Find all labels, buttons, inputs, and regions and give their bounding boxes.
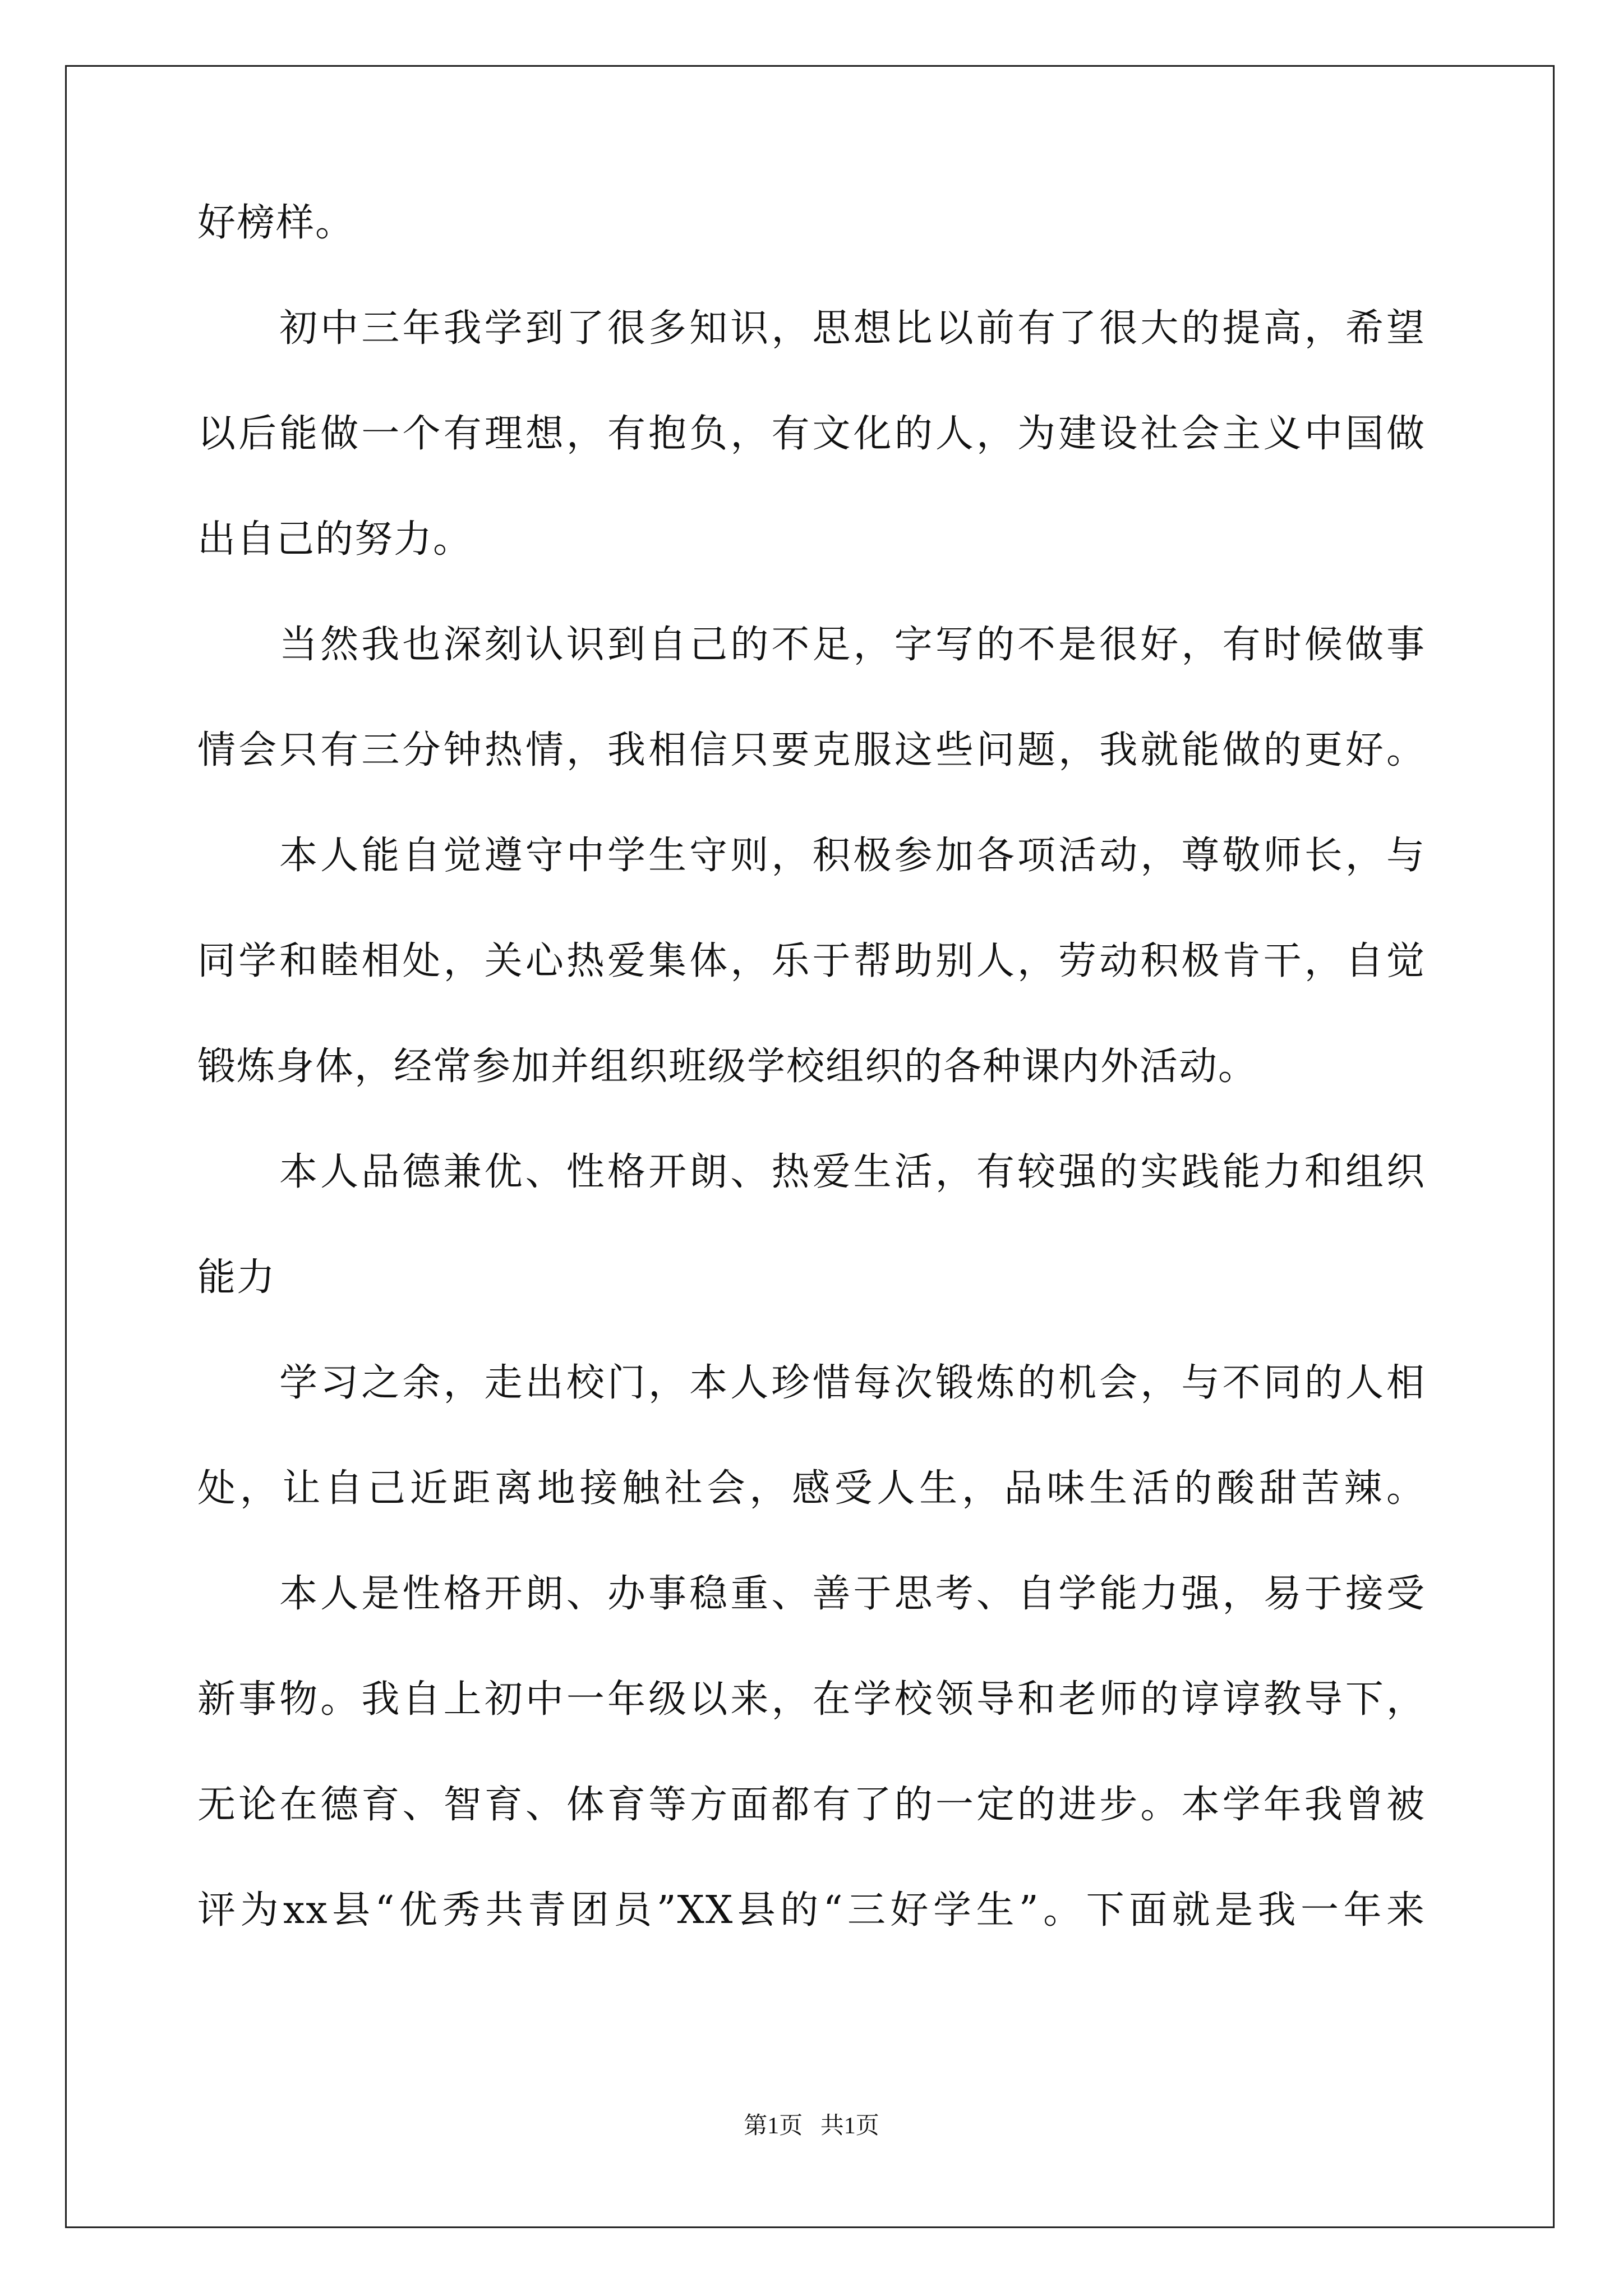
text-line: 新事物。我自上初中一年级以来，在学校领导和老师的谆谆教导下，	[197, 1677, 1426, 1722]
text-line: 同学和睦相处，关心热爱集体，乐于帮助别人，劳动积极肯干，自觉	[197, 939, 1426, 983]
text-line: 无论在德育、智育、体育等方面都有了的一定的进步。本学年我曾被	[197, 1783, 1426, 1827]
text-line: 本人是性格开朗、办事稳重、善于思考、自学能力强，易于接受	[279, 1572, 1426, 1616]
text-line: 学习之余，走出校门，本人珍惜每次锻炼的机会，与不同的人相	[279, 1361, 1426, 1405]
text-line: 评为xx县“优秀共青团员”XX县的“三好学生”。下面就是我一年来	[197, 1888, 1426, 1932]
text-line: 初中三年我学到了很多知识，思想比以前有了很大的提高，希望	[279, 306, 1426, 351]
text-line: 本人能自觉遵守中学生守则，积极参加各项活动，尊敬师长，与	[279, 834, 1426, 878]
text-line: 锻炼身体，经常参加并组织班级学校组织的各种课内外活动。	[197, 1045, 1258, 1089]
text-line: 好榜样。	[197, 201, 355, 245]
text-line: 本人品德兼优、性格开朗、热爱生活，有较强的实践能力和组织	[279, 1150, 1426, 1194]
text-line: 出自己的努力。	[197, 517, 473, 562]
text-line: 能力	[197, 1255, 276, 1300]
text-line: 以后能做一个有理想，有抱负，有文化的人，为建设社会主义中国做	[197, 412, 1426, 456]
text-line: 情会只有三分钟热情，我相信只要克服这些问题，我就能做的更好。	[197, 728, 1426, 772]
page-number-footer: 第1页 共1页	[744, 2113, 879, 2139]
text-line: 当然我也深刻认识到自己的不足，字写的不是很好，有时候做事	[279, 623, 1426, 667]
text-line: 处，让自己近距离地接触社会，感受人生，品味生活的酸甜苦辣。	[197, 1466, 1426, 1511]
